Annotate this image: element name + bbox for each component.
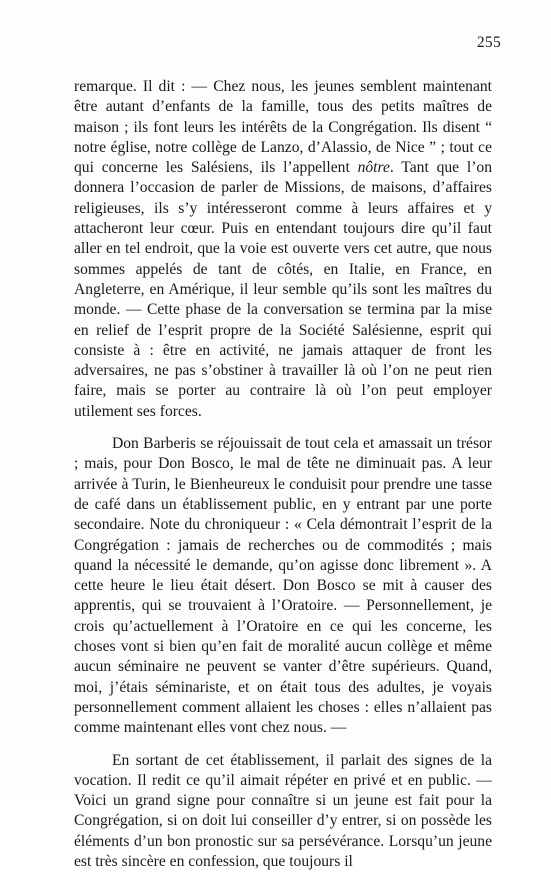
- paragraph-1-text-b: . Tant que l’on donnera l’occasion de parler de Missions, de maisons, d’affaires religieuses, ils s’y intéresseront comme à leurs affaires et y attacheront leur cœur. Puis en entendant toujours dire qu’il faut aller en tel endroit, que la voie est ouverte vers cet autre, que nous sommes appelés de tant de côtés, en Italie, en France, en Angleterre, en Amérique, il leur semble qu’ils sont les maîtres du monde. — Cette phase de la conversation se termina par la mise en relief de l’esprit propre de la Société Salésienne, esprit qui consiste à : être en activité, ne jamais attaquer de front les adversaires, ne pas s’obstiner à travailler là où l’on ne peut rien faire, mais se porter au contraire là où l’on peut employer utilement ses forces.: [74, 159, 492, 420]
- page-number: 255: [477, 34, 501, 52]
- paragraph-1-italic-word: nôtre: [358, 159, 390, 176]
- body-text: [74, 77, 492, 872]
- paragraph-1: [74, 77, 492, 422]
- paragraph-2: Don Barberis se réjouissait de tout cela et amassait un trésor ; mais, pour Don Bosco, le mal de tête ne diminuait pas. A leur arrivée à Turin, le Bienheureux le conduisit pour prendre une tasse de café dans un établissement public, en y entrant par une porte secondaire. Note du chroniqueur : « Cela démontrait l’esprit de la Congrégation : jamais de recherches ou de commodités ; mais quand la nécessité le demande, qu’on agisse donc librement ». A cette heure le lieu était désert. Don Bosco se mit à causer des apprentis, qui se trouvaient à l’Oratoire. — Personnellement, je crois qu’actuellement à l’Oratoire en ce qui les concerne, les choses vont si bien qu’en fait de moralité aucun collège et même aucun séminaire ne peuvent se vanter d’être supérieurs. Quand, moi, j’étais séminariste, et on était tous des adultes, je voyais personnellement comment allaient les choses : elles n’allaient pas comme maintenant elles vont chez nous. —: [74, 434, 492, 738]
- paragraph-1-text-a: remarque. Il dit : — Chez nous, les jeunes semblent maintenant être autant d’enfants de la famille, tous des petits maîtres de maison ; ils font leurs les intérêts de la Congrégation. Ils disent “ notre église, notre collège de Lanzo, d’Alassio, de Nice ” ; tout ce qui concerne les Salésiens, ils l’appellent: [74, 78, 492, 176]
- paragraph-3: En sortant de cet établissement, il parlait des signes de la vocation. Il redit ce qu’il aimait répéter en privé et en public. — Voici un grand signe pour connaître si un jeune est fait pour la Congrégation, si on doit lui conseiller d’y entrer, si on possède les éléments d’un bon pronostic sur sa persévérance. Lorsqu’un jeune est très sincère en confession, que toujours il: [74, 751, 492, 872]
